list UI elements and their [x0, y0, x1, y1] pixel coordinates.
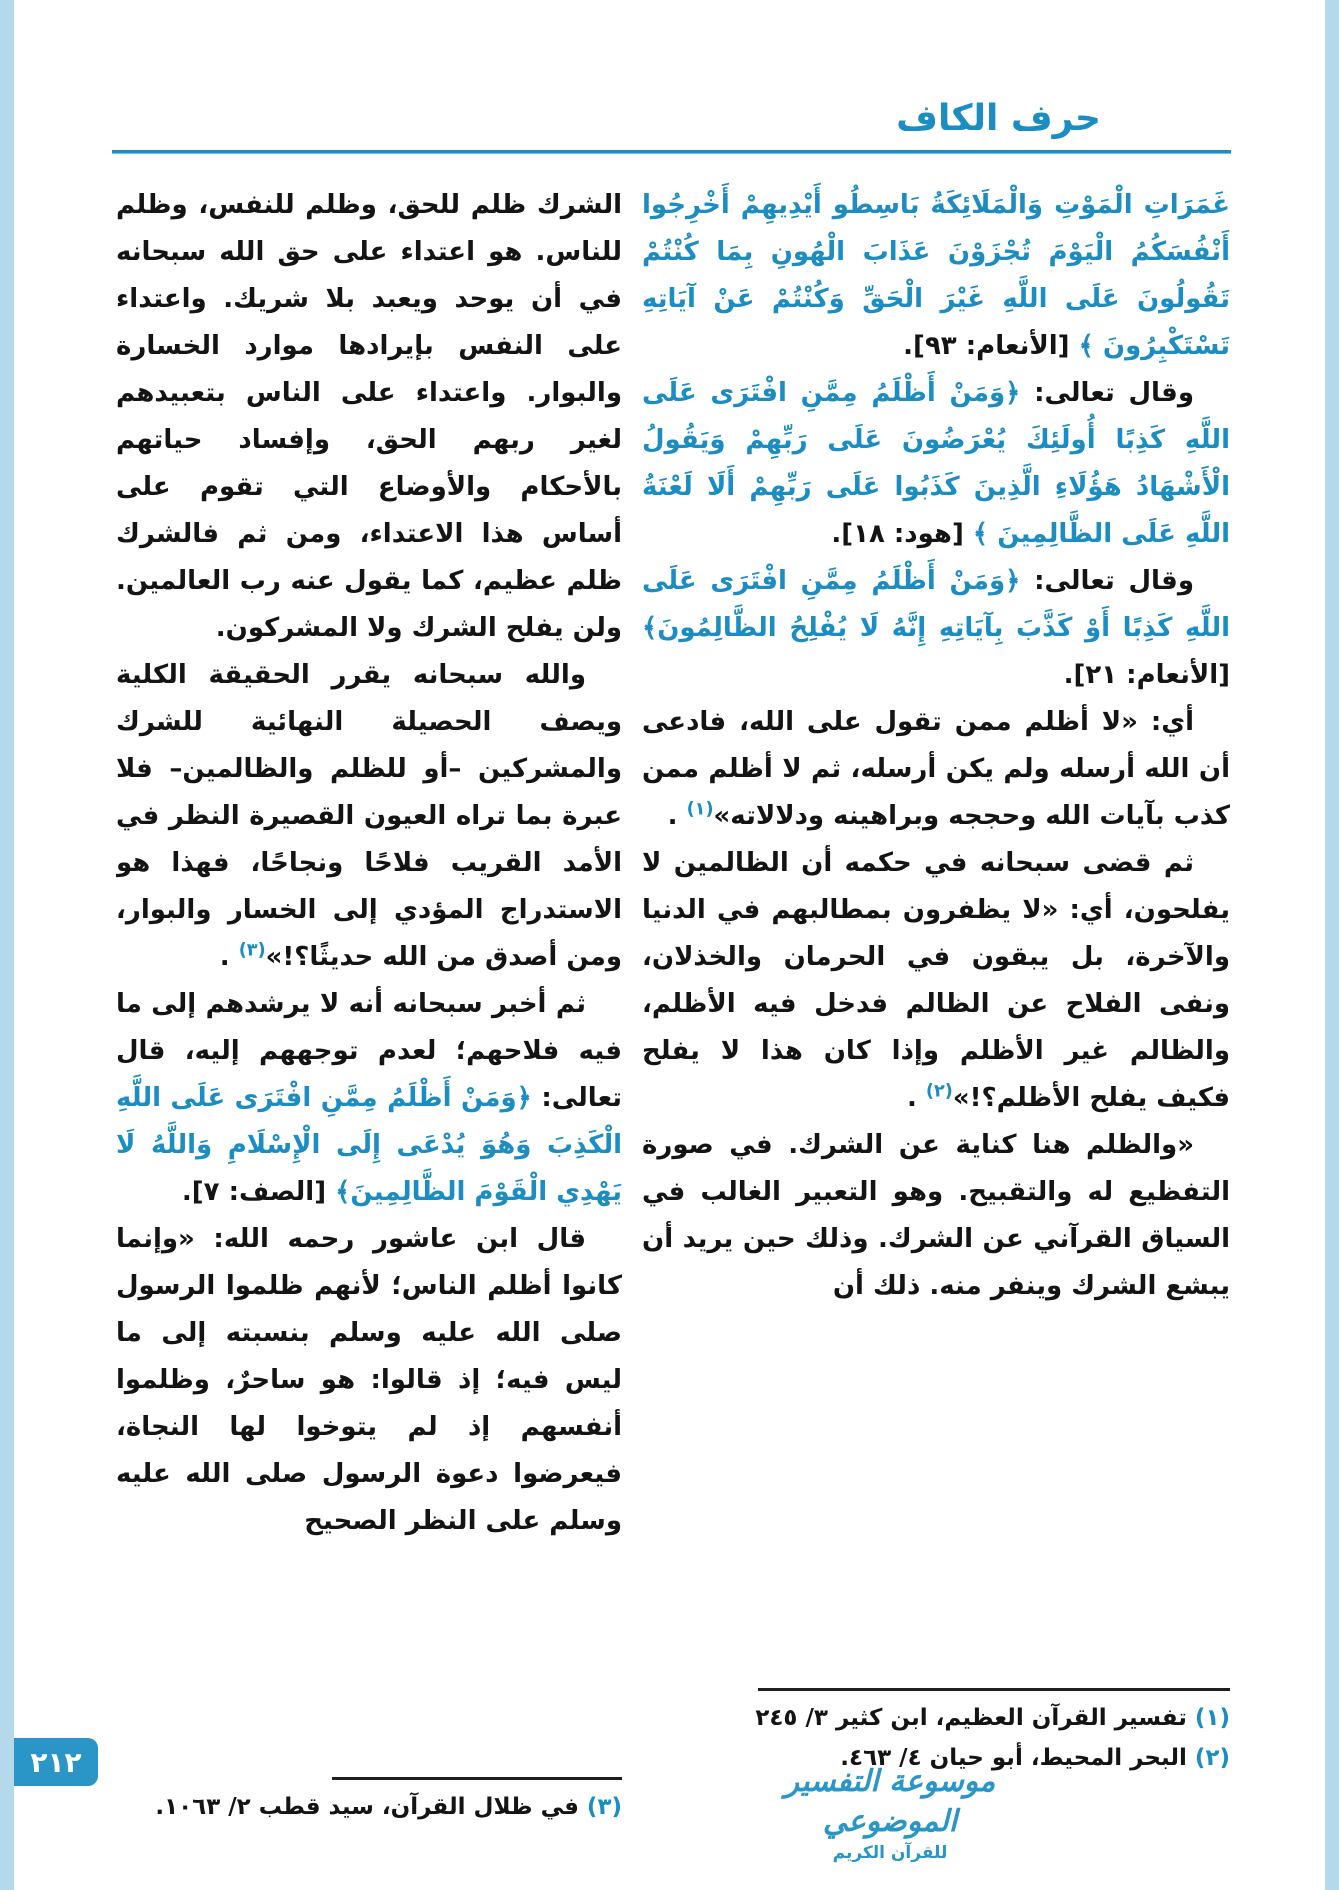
- quran-text: غَمَرَاتِ الْمَوْتِ وَالْمَلَائِكَةُ بَاسِطُو أَيْدِيهِمْ أَخْرِجُوا أَنْفُسَكُمُ الْيَوْمَ تُجْزَوْنَ عَذَابَ الْهُونِ بِمَا كُنْتُمْ تَقُولُونَ عَلَى اللَّهِ غَيْرَ الْحَقِّ وَكُنْتُمْ عَنْ آيَاتِهِ تَسْتَكْبِرُونَ ﴾: [642, 190, 1230, 361]
- footnote-separator-right: [758, 1688, 1230, 1691]
- quran-text: ﴿وَمَنْ أَظْلَمُ مِمَّنِ افْتَرَى عَلَى اللَّهِ الْكَذِبَ وَهُوَ يُدْعَى إِلَى الْإِسْلَامِ وَاللَّهُ لَا يَهْدِي الْقَوْمَ الظَّالِمِينَ﴾: [116, 1083, 622, 1207]
- body-text: ثم قضى سبحانه في حكمه أن الظالمين لا يفلحون، أي: «لا يظفرون بمطالبهم في الدنيا والآخرة، بل يبقون في الحرمان والخذلان، ونفى الفلاح عن الظالم فدخل فيه الأظلم، والظالم غير الأظلم وإذا كان هذا لا يفلح فكيف يفلح الأظلم؟!»: [642, 848, 1230, 1113]
- body-text: أي: «لا أظلم ممن تقول على الله، فادعى أن الله أرسله ولم يكن أرسله، ثم لا أظلم ممن كذب بآيات الله وحججه وبراهينه ودلالاته»: [642, 707, 1230, 831]
- paragraph: [642, 182, 1230, 370]
- paragraph: [116, 182, 622, 652]
- footnote-text: البحر المحيط، أبو حيان ٤/ ٤٦٣.: [840, 1745, 1195, 1771]
- quran-text: ﴿وَمَنْ أَظْلَمُ مِمَّنِ افْتَرَى عَلَى اللَّهِ كَذِبًا أُولَئِكَ يُعْرَضُونَ عَلَى رَبِّهِمْ وَيَقُولُ الْأَشْهَادُ هَؤُلَاءِ الَّذِينَ كَذَبُوا عَلَى رَبِّهِمْ أَلَا لَعْنَةُ اللَّهِ عَلَى الظَّالِمِينَ ﴾: [642, 378, 1230, 549]
- chapter-title: حرف الكاف: [896, 98, 1101, 139]
- paragraph: [642, 1122, 1230, 1310]
- verse-reference: [هود: ١٨].: [831, 519, 973, 549]
- page-edge-right: [1325, 0, 1339, 1890]
- footnote-marker: (٢): [925, 1081, 953, 1102]
- column-left: [116, 182, 622, 1772]
- page-edge-left: [0, 0, 14, 1890]
- quran-text: ﴿وَمَنْ أَظْلَمُ مِمَّنِ افْتَرَى عَلَى اللَّهِ كَذِبًا أَوْ كَذَّبَ بِآيَاتِهِ إِنَّهُ لَا يُفْلِحُ الظَّالِمُونَ﴾: [642, 566, 1230, 643]
- logo-subtitle: للقرآن الكريم: [832, 1843, 948, 1863]
- footnote: [642, 1698, 1230, 1738]
- publisher-logo: [742, 1762, 1038, 1864]
- footnote-marker: (١): [1194, 1705, 1230, 1731]
- footnote-separator-left: [332, 1777, 622, 1780]
- logo-title: موسوعة التفسير الموضوعي: [784, 1764, 996, 1839]
- footnote-text: في ظلال القرآن، سيد قطب ٢/ ١٠٦٣.: [155, 1794, 587, 1820]
- body-text: وقال تعالى:: [1020, 378, 1194, 408]
- paragraph: [116, 652, 622, 981]
- paragraph: [642, 840, 1230, 1122]
- body-text: .: [219, 942, 239, 972]
- footnote-marker: (٣): [238, 940, 266, 961]
- paragraph: [116, 1216, 622, 1545]
- footnote-marker: (٣): [586, 1794, 622, 1820]
- page-number-badge: ٢١٢: [14, 1738, 98, 1786]
- verse-reference: [الأنعام: ٩٣].: [903, 331, 1079, 361]
- body-text: وقال تعالى:: [1020, 566, 1194, 596]
- body-text: ثم أخبر سبحانه أنه لا يرشدهم إلى ما فيه فلاحهم؛ لعدم توجههم إليه، قال تعالى:: [116, 989, 622, 1113]
- body-text: قال ابن عاشور رحمه الله: «وإنما كانوا أظلم الناس؛ لأنهم ظلموا الرسول صلى الله عليه وسلم بنسبته إلى ما ليس فيه؛ إذ قالوا: هو ساحرٌ، وظلموا أنفسهم إذ لم يتوخوا لها النجاة، فيعرضوا دعوة الرسول صلى الله عليه وسلم على النظر الصحيح: [116, 1224, 622, 1536]
- footnote: [116, 1787, 622, 1827]
- paragraph: [642, 558, 1230, 699]
- footnote-marker: (٢): [1194, 1745, 1230, 1771]
- paragraph: [116, 981, 622, 1216]
- body-text: الشرك ظلم للحق، وظلم للنفس، وظلم للناس. هو اعتداء على حق الله سبحانه في أن يوحد ويعبد بلا شريك. واعتداء على النفس بإيرادها موارد الخسارة والبوار. واعتداء على الناس بتعبيدهم لغير ربهم الحق، وإفساد حياتهم بالأحكام والأوضاع التي تقوم على أساس هذا الاعتداء، ومن ثم فالشرك ظلم عظيم، كما يقول عنه رب العالمين. ولن يفلح الشرك ولا المشركون.: [116, 190, 622, 643]
- verse-reference: [الصف: ٧].: [181, 1177, 336, 1207]
- header-rule: [112, 150, 1231, 154]
- footnote-text: تفسير القرآن العظيم، ابن كثير ٣/ ٢٤٥: [755, 1705, 1195, 1731]
- body-text: «والظلم هنا كناية عن الشرك. في صورة التفظيع له والتقبيح. وهو التعبير الغالب في السياق القرآني عن الشرك. وذلك حين يريد أن يبشع الشرك وينفر منه. ذلك أن: [642, 1130, 1230, 1301]
- verse-reference: [الأنعام: ٢١].: [1063, 660, 1230, 690]
- paragraph: [642, 370, 1230, 558]
- body-text: .: [906, 1083, 926, 1113]
- footnote-marker: (١): [686, 799, 714, 820]
- paragraph: [642, 699, 1230, 840]
- body-text: .: [667, 801, 687, 831]
- footnotes-left: [116, 1787, 622, 1827]
- column-right: [642, 182, 1230, 1684]
- body-text: والله سبحانه يقرر الحقيقة الكلية ويصف الحصيلة النهائية للشرك والمشركين –أو للظلم والظالمين– فلا عبرة بما تراه العيون القصيرة النظر في الأمد القريب فلاحًا ونجاحًا، فهذا هو الاستدراج المؤدي إلى الخسار والبوار، ومن أصدق من الله حديثًا؟!»: [116, 660, 622, 972]
